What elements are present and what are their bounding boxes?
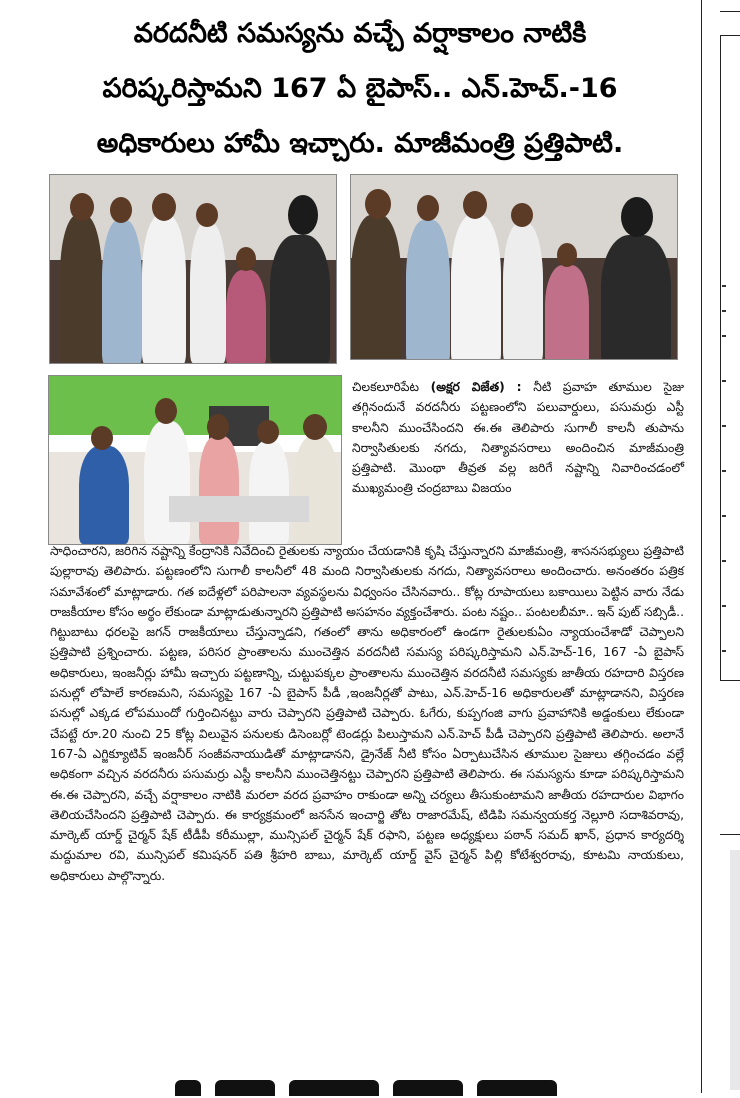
headline-line-2: పరిష్కరిస్తామని 167 ఏ బైపాస్.. ఎన్.హెచ్.-16 — [102, 73, 618, 104]
article-headline — [30, 6, 690, 171]
news-photo-3 — [48, 375, 342, 545]
side-column-panel — [730, 850, 740, 1090]
news-photo-1 — [49, 174, 337, 364]
article-body: సాధించారని, జరిగిన నష్టాన్ని కేంద్రానికి నివేదించి రైతులకు న్యాయం చేయడానికి కృషి చేస్తున్నారని మాజీమంత్రి, శాసనసభ్యులు ప్రత్తిపాటి పుల్లారావు తెలిపారు. పట్టణంలోని సుగాలీ కాలనీలో 48 మంది నిర్వాసితులకు నగదు, నిత్యావసరాలు అందించారు. అనంతరం పత్రిక సమావేశంలో మాట్లాడారు. గత ఐదేళ్లలో పరిపాలనా వ్యవస్థలను విధ్వంసం చేసినవారు.. కోట్ల రూపాయలు బకాయిలు పెట్టిన వారు నేడు రాజకీయాల కోసం అర్థం లేకుండా మాట్లాడుతున్నారని ప్రత్తిపాటి అసహనం వ్యక్తంచేశారు. పంట నష్టం.. పంటలబీమా.. ఇన్ పుట్ సబ్సిడీ.. గిట్టుబాటు ధరలపై జగన్ రాజకీయాలు చేస్తున్నాడని, గతంలో తాను అధికారంలో ఉండగా రైతులకుఏం న్యాయంచేశాడో చెప్పాలని ప్రత్తిపాటి ప్రశ్నించారు. పట్టణ, పరిసర ప్రాంతాలను ముంచెత్తిన వరదనీటి సమస్య పరిష్కరిస్తామని ఎన్.హెచ్-16, 167 -ఏ బైపాస్ అధికారులు, ఇంజనీర్లు హామీ ఇచ్చారు పట్టణాన్ని, చుట్టుపక్కల ప్రాంతాలను ముంచెత్తిన వరదనీటి సమస్యకు జాతీయ రహదారి విస్తరణ పనుల్లో లోపాలే కారణమని, సమస్యపై 167 -ఏ బైపాస్ పీడీ ,ఇంజనీర్లతో పాటు, ఎన్.హెచ్-16 అధికారులతో మాట్లాడానని, విస్తరణ పనుల్లో ఎక్కడ లోపముందో గుర్తించినట్టు వారు చెప్పారని ప్రత్తిపాటి చెప్పారు. ఓగేరు, కుప్పగంజి వాగు ప్రవాహానికి అడ్డంకులు లేకుండా చేపట్టే రూ.20 నుంచి 25 కోట్ల విలువైన పనులకు డిసెంబర్లో టెండర్లు పిలుస్తామని ఎన్.హెచ్ పీడీ చెప్పారని ప్రత్తిపాటి తెలిపారు. అలానే 167-ఏ ఎగ్జిక్యూటివ్ ఇంజనీర్ సంజీవనాయుడితో మాట్లాడానని, డ్రైనేజ్ నీటి కోసం ఏర్పాటుచేసిన తూముల సైజులు తగ్గించడం వల్లే అధికంగా వచ్చిన వరదనీరు పసుమర్రు ఎస్టీ కాలనీని ముంచెత్తినట్టు చెప్పారని ప్రత్తిపాటి తెలిపారు. ఈ సమస్యను కూడా పరిష్కరిస్తామని ఈ.ఈ చెప్పారని, వచ్చే వర్షాకాలం నాటికి మరలా వరద ప్రవాహం రాకుండా అన్ని చర్యలు తీసుకుంటామని జాతీయ రహదారుల విభాగం తెలియచేసిందని ప్రత్తిపాటి చెప్పారు. ఈ కార్యక్రమంలో జనసేన ఇంచార్జి తోట రాజారమేష్, టిడిపి సమన్వయకర్త నెల్లూరి సదాశివరావు, మార్కెట్ యార్డ్ చైర్మన్ షేక్ టీడీపీ కరీముల్లా, మున్సిపల్ చైర్మన్ షేక్ రఫాని, పట్టణ అధ్యక్షులు పఠాన్ సమద్ ఖాన్, ప్రధాన కార్యదర్శి మద్దుమాల రవి, మున్సిపల్ కమిషనర్ పతి శ్రీహరి బాబు, మార్కెట్ యార్డ్ వైస్ చైర్మన్ పిల్లి కోటేశ్వరరావు, కూటమి నాయకులు, అధికారులు పాల్గొన్నారు. — [50, 544, 684, 883]
headline-line-1: వరదనీటి సమస్యను వచ్చే వర్షాకాలం నాటికి — [133, 18, 587, 49]
article-intro — [352, 377, 684, 499]
next-headline-fragment — [175, 1074, 575, 1098]
byline: (అక్షర విజేత) : — [430, 380, 522, 394]
column-divider — [701, 0, 702, 1093]
side-column-box — [720, 35, 740, 681]
intro-text: నీటి ప్రవాహ తూముల సైజు తగ్గినందునే వరదనీరు పట్టణంలోని పలువార్డులు, పసుమర్రు ఎస్టీ కాలనీని ముంచేసిందని ఈ.ఈ తెలిపారు సుగాలీ కాలనీ తుపాను నిర్వాసితులకు నగదు, నిత్యావసరాలు అందించిన మాజీమంత్రి ప్రత్తిపాటి. మొంథా తీవ్రత వల్ల జరిగే నష్టాన్ని నివారించడంలో ముఖ్యమంత్రి చంద్రబాబు విజయం — [352, 380, 684, 496]
side-column-rule-2 — [720, 834, 740, 835]
dateline: చిలకలూరిపేట — [352, 380, 420, 394]
news-photo-2 — [350, 174, 678, 360]
side-column-rule — [720, 11, 740, 12]
headline-line-3: అధికారులు హామీ ఇచ్చారు. మాజీమంత్రి ప్రత్తిపాటి. — [96, 128, 624, 159]
